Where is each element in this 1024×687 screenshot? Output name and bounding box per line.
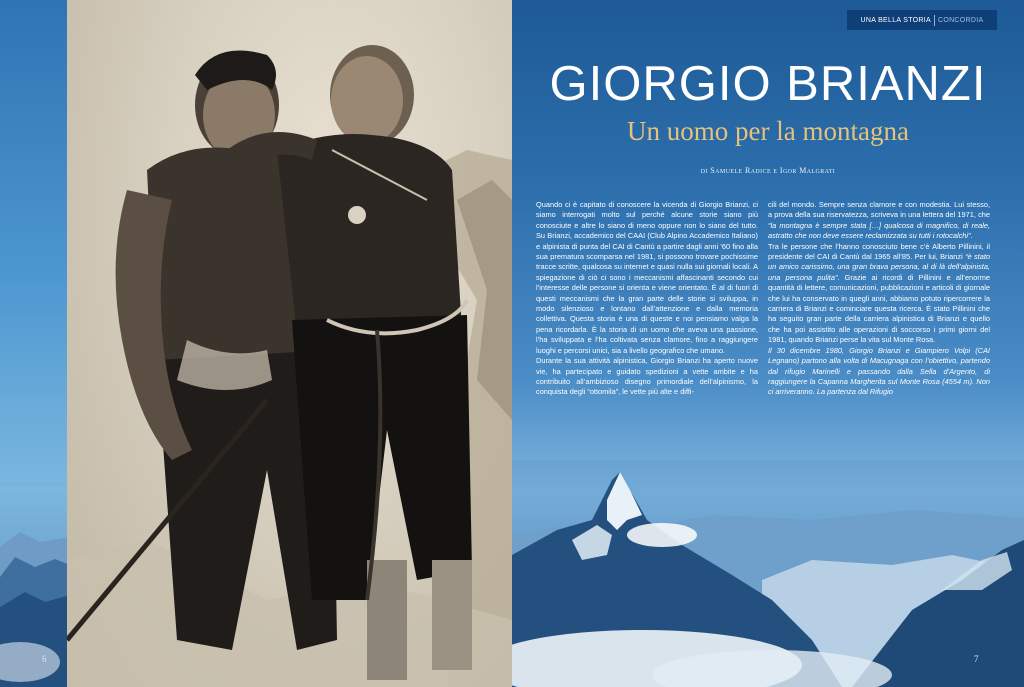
paragraph: Durante la sua attività alpinistica, Giorgio Brianzi ha aperto nuove vie, ha partecipato e guidato spedizioni a vette ambite e ha contribuito all’ambizioso disegno primordiale dell’alpinismo, la conquista degli “ottomila”, le vette più alte e diffi- [536,356,758,397]
italic-paragraph: Il 30 dicembre 1980, Giorgio Brianzi e Giampiero Volpi (CAI Legnano) partono alla volta di Macugnaga con l’obiettivo, partendo dal rifugio Marinelli e passando dalla Sella d’Argento, di raggiungere la Capanna Margherita sul Monte Rosa (4554 m). Non ci arriveranno. La partenza dal Rifugio [768,345,990,397]
quote: “è stato un amico carissimo, una gran brava persona, al di là dell’alpinista, una persona pulita” [768,252,990,282]
text-run: cili del mondo. Sempre senza clamore e con modestia. Lui stesso, a prova della sua riservatezza, scriveva in una lettera del 1971, che [768,200,990,220]
paragraph: Quando ci è capitato di conoscere la vicenda di Giorgio Brianzi, ci siamo interrogati molto sul perché alcune storie siano più conosciute e altre lo siano di meno oppure non lo siano del tutto. Su Brianzi, accademico del CAAI (Club Alpino Accademico Italiano) e alpinista di punta del CAI di Cantù a partire dagli anni ’60 fino alla sua prematura scomparsa nel 1981, si possono trovare pochissime tracce scritte, qualcosa su internet e quasi nulla sui giornali locali. A spiegazione di ciò ci sono i meccanismi affascinanti secondo cui l’interesse delle persone si orienta e viene orientato. È al di fuori di questi meccanismi che la gran parte delle storie si sviluppa, in modo silenzioso e lontano dall’attenzione e dalla memoria collettiva. Questa storia è una di queste e noi pensiamo valga la pena ricordarla. È la storia di un uomo che aveva una passione, l’ha sviluppata e l’ha coltivata senza clamore, fino a raggiungere luoghi e percorsi unici, sia a livello geografico che umano. [536,200,758,355]
text-run: . [970,231,973,241]
paragraph [768,200,990,242]
text-run: . Grazie ai ricordi di Pillinini e all’enorme quantità di lettere, comunicazioni, pubblicazioni e articoli di giornale che lui ha conservato in quegli anni, abbiamo potuto ripercorrere la carriera di Brianzi e cominciare questa ricerca. È stato Pillinini che ha seguito gran parte della carriera alpinistica di Brianzi e quello che ha poi assistito alle operazioni di soccorso i primi giorni del 1981, quando Brianzi perse la vita sul Monte Rosa. [768,272,991,345]
section-label: UNA BELLA STORIA [860,16,931,24]
right-page [512,0,1024,687]
magazine-label: CONCORDIA [937,16,984,24]
header-divider [934,15,935,26]
paragraph [768,346,990,398]
article-column-2 [768,200,990,398]
article-column-1 [536,200,758,398]
mountain-landscape-photo [512,460,1024,687]
article-title: GIORGIO BRIANZI [549,57,987,111]
section-header [847,10,997,30]
page-number-right: 7 [974,654,979,664]
quote: “la montagna è sempre stata […] qualcosa di magnifico, di reale, astratto che non deve essere reclamizzata su tutti i rotocalchi” [768,220,990,241]
historic-climbers-photo [67,0,512,687]
page-number-left: 6 [42,654,47,664]
article-byline: di Samuele Radice e Igor Malgrati [700,166,836,175]
paragraph [768,242,990,346]
text-run: Tra le persone che l’hanno conosciuto bene c’è Alberto Pillinini, il presidente del CAI di Cantù dal 1965 all’85. Per lui, Brianzi [768,241,990,262]
article-subtitle: Un uomo per la montagna [627,116,909,146]
mountain-landscape-edge [0,487,70,687]
